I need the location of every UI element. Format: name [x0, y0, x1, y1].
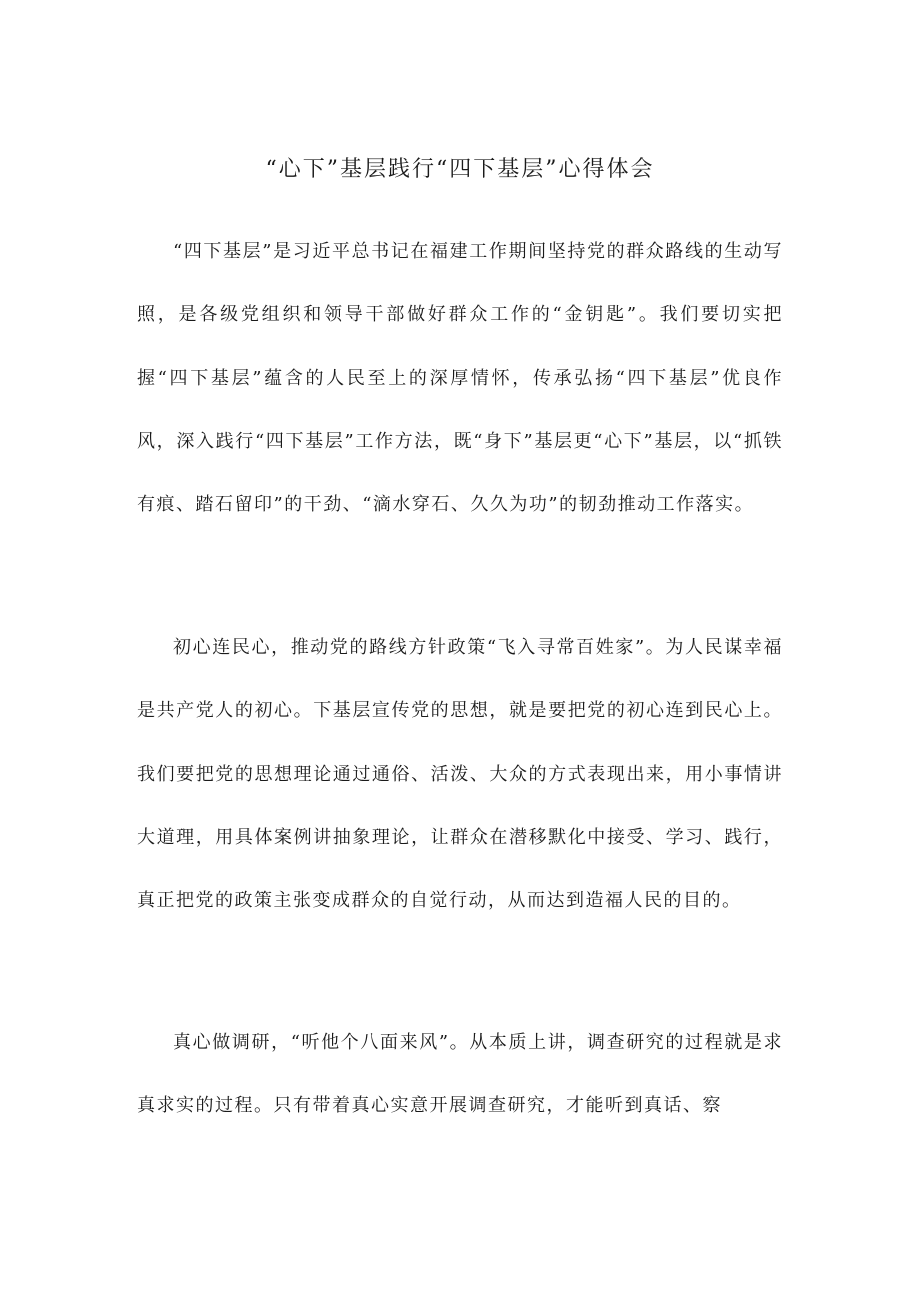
paragraph-2: 初心连民心，推动党的路线方针政策“飞入寻常百姓家”。为人民谋幸福是共产党人的初心。下基层宣传党的思想，就是要把党的初心连到民心上。我们要把党的思想理论通过通俗、活泼、大众的方式表现出来，用小事情讲大道理，用具体案例讲抽象理论，让群众在潜移默化中接受、学习、践行，真正把党的政策主张变成群众的自觉行动，从而达到造福人民的目的。 [137, 637, 783, 912]
page-title: “心下”基层践行“四下基层”心得体会 [265, 157, 655, 182]
paragraph-1: “四下基层”是习近平总书记在福建工作期间坚持党的群众路线的生动写照，是各级党组织和领导干部做好群众工作的“金钥匙”。我们要切实把握“四下基层”蕴含的人民至上的深厚情怀，传承弘扬“四下基层”优良作风，深入践行“四下基层”工作方法，既“身下”基层更“心下”基层，以“抓铁有痕、踏石留印”的干劲、“滴水穿石、久久为功”的韧劲推动工作落实。 [137, 241, 783, 516]
paragraph-3: 真心做调研，“听他个八面来风”。从本质上讲，调查研究的过程就是求真求实的过程。只有带着真心实意开展调查研究，才能听到真话、察 [137, 1032, 783, 1117]
